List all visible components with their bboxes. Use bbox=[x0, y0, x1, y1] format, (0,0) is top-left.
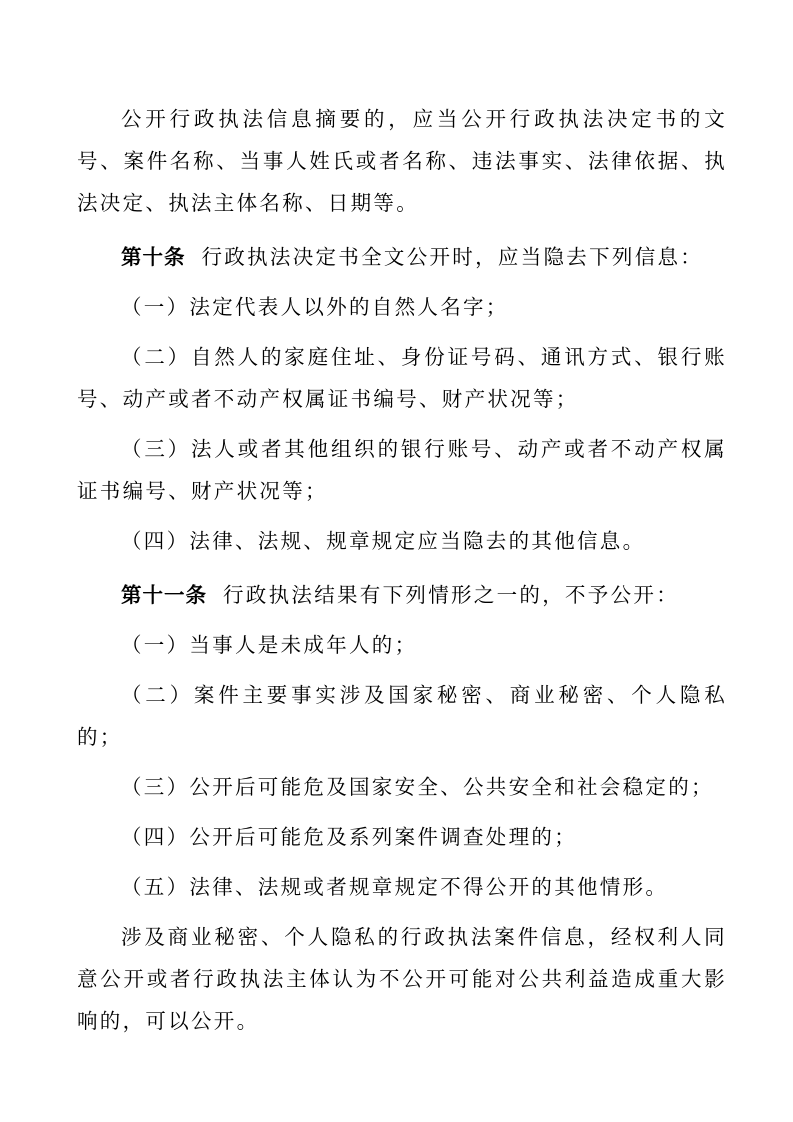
list-item: （四）公开后可能危及系列案件调查处理的； bbox=[121, 825, 577, 849]
list-item: （四）法律、法规、规章规定应当隐去的其他信息。 bbox=[121, 529, 646, 553]
article-number: 第十条 bbox=[121, 245, 186, 269]
article-number: 第十一条 bbox=[121, 583, 207, 607]
list-item: （五）法律、法规或者规章规定不得公开的其他情形。 bbox=[121, 875, 669, 899]
article-11 bbox=[77, 574, 727, 616]
list-item: （三）公开后可能危及国家安全、公共安全和社会稳定的； bbox=[121, 775, 714, 799]
article-text: 行政执法结果有下列情形之一的，不予公开： bbox=[223, 583, 679, 607]
article-text: 行政执法决定书全文公开时，应当隐去下列信息： bbox=[201, 245, 704, 269]
list-item: （一）当事人是未成年人的； bbox=[121, 633, 418, 657]
paragraph-exception-disclosure: 涉及商业秘密、个人隐私的行政执法案件信息，经权利人同意公开或者行政执法主体认为不公开可能对公共利益造成重大影响的，可以公开。 bbox=[77, 925, 727, 1033]
list-item: （一）法定代表人以外的自然人名字； bbox=[121, 295, 509, 319]
document-page bbox=[77, 98, 727, 1042]
paragraph-summary-disclosure: 公开行政执法信息摘要的，应当公开行政执法决定书的文号、案件名称、当事人姓氏或者名称、违法事实、法律依据、执法决定、执法主体名称、日期等。 bbox=[77, 107, 727, 215]
list-item: （三）法人或者其他组织的银行账号、动产或者不动产权属证书编号、财产状况等； bbox=[77, 437, 727, 503]
list-item: （二）自然人的家庭住址、身份证号码、通讯方式、银行账号、动产或者不动产权属证书编号、财产状况等； bbox=[77, 345, 727, 411]
list-item: （二）案件主要事实涉及国家秘密、商业秘密、个人隐私的； bbox=[77, 683, 727, 749]
article-10 bbox=[77, 236, 727, 278]
